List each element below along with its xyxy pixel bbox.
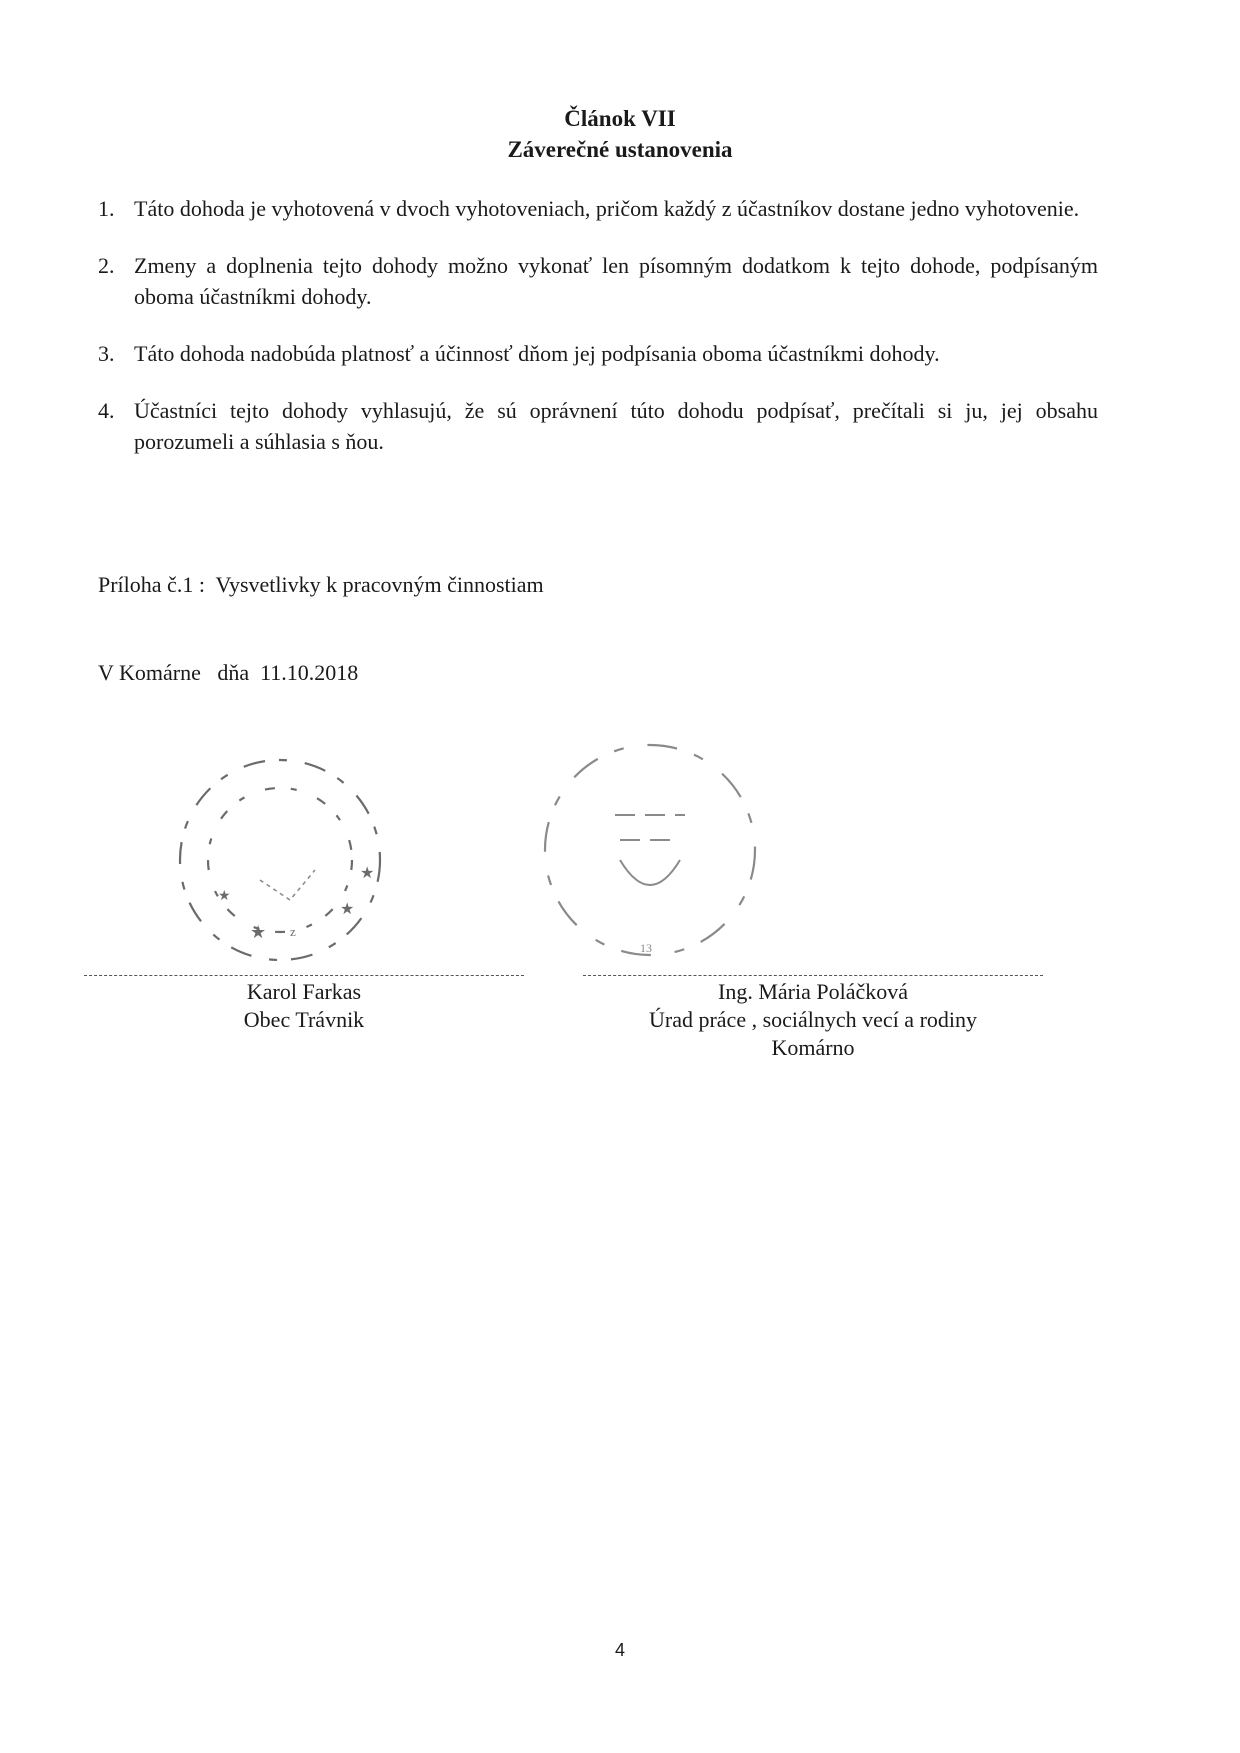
- signatory-name: Karol Farkas: [246, 979, 362, 1004]
- signature-line-right: [583, 975, 1043, 976]
- svg-text:z: z: [290, 924, 296, 939]
- svg-text:★: ★: [340, 901, 355, 918]
- provision-item: [98, 338, 1098, 369]
- page-number: 4: [614, 1640, 625, 1660]
- provision-item: [98, 250, 1098, 312]
- provision-text: Účastníci tejto dohody vyhlasujú, že sú oprávnení túto dohodu podpísať, prečítali si ju, jej obsahu porozumeli a súhlasia s ňou.: [134, 398, 1098, 454]
- signatory-name: Ing. Mária Poláčková: [718, 979, 908, 1004]
- provision-number: 4.: [98, 398, 115, 423]
- article-number: Článok VII: [564, 106, 676, 131]
- provision-item: [98, 193, 1098, 224]
- provision-item: [98, 395, 1098, 457]
- svg-text:★: ★: [250, 922, 267, 942]
- stamp-fragment: 13: [640, 941, 652, 955]
- provision-number: 3.: [98, 341, 115, 366]
- signatory-organization: Obec Trávnik: [243, 1007, 365, 1032]
- provision-text: Zmeny a doplnenia tejto dohody možno vykonať len písomným dodatkom k tejto dohode, podpísaným oboma účastníkmi dohody.: [134, 253, 1098, 309]
- svg-text:★: ★: [218, 889, 231, 904]
- signature-line-left: [84, 975, 524, 976]
- signatory-city: Komárno: [771, 1035, 855, 1060]
- signatory-right: [583, 978, 1043, 1062]
- article-title: Záverečné ustanovenia: [507, 137, 733, 162]
- provisions-list: [98, 193, 1098, 483]
- place-and-date: V Komárne dňa 11.10.2018: [98, 660, 359, 685]
- provision-number: 1.: [98, 196, 115, 221]
- official-seal-stamp-icon: [150, 730, 410, 970]
- signatory-organization: Úrad práce , sociálnych vecí a rodiny: [648, 1007, 978, 1032]
- provision-text: Táto dohoda nadobúda platnosť a účinnosť dňom jej podpísania oboma účastníkmi dohody.: [134, 341, 940, 366]
- provision-number: 2.: [98, 253, 115, 278]
- signatory-left: [84, 978, 524, 1034]
- official-seal-stamp-icon: [520, 720, 780, 970]
- svg-text:★: ★: [360, 865, 375, 882]
- provision-text: Táto dohoda je vyhotovená v dvoch vyhotoveniach, pričom každý z účastníkov dostane jedno vyhotovenie.: [134, 196, 1080, 221]
- annex-reference: Príloha č.1 : Vysvetlivky k pracovným činnostiam: [98, 572, 544, 597]
